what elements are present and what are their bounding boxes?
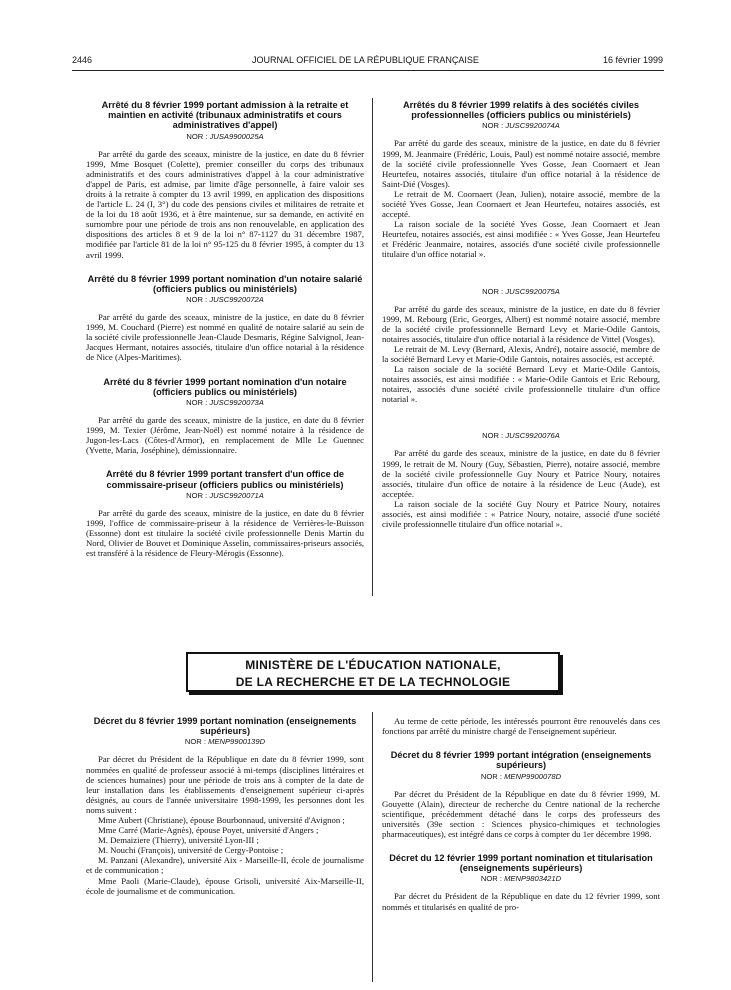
nor-reference: NOR : MENP9900078D — [480, 771, 562, 781]
left-column-top — [86, 100, 364, 558]
ministry-banner — [186, 652, 560, 692]
article-spacer — [86, 363, 364, 377]
right-column-bottom — [382, 716, 660, 912]
article-title: Arrêté du 8 février 1999 portant nomination d'un notaire salarié (officiers publics ou ministériels) — [87, 273, 363, 294]
article-title: Arrêtés du 8 février 1999 relatifs à des sociétés civiles professionnelles (officiers publics ou ministériels) — [403, 100, 639, 121]
article — [86, 716, 364, 896]
nor-reference: NOR : MENP9900139D — [184, 737, 266, 747]
article-paragraph: Par décret du Président de la République en date du 8 février 1999, M. Gouyette (Alain), directeur de recherche du Centre national de la recherche scientifique, précédemment détaché dans le corps des professeurs des universités (39e section : Sciences physico-chimiques et technologies pharmaceutiques), est intégré dans ce corps à compter du 1er décembre 1998. — [382, 788, 660, 839]
article-spacer — [382, 404, 660, 430]
nor-code: JUSC9920073A — [209, 397, 264, 407]
article-paragraph: Au terme de cette période, les intéressés pourront être renouvelés dans ces fonctions par arrêté du ministre chargé de l'enseignement supérieur. — [382, 716, 660, 737]
ministry-line-1: MINISTÈRE DE L'ÉDUCATION NATIONALE, — [245, 658, 501, 672]
article-paragraph: Mme Aubert (Christiane), épouse Bourbonnaud, université d'Avignon ; — [98, 814, 345, 825]
article-paragraph: Par arrêté du garde des sceaux, ministre de la justice, en date du 8 février 1999, M. Couchard (Pierre) est nommé en qualité de notaire salarié au sein de la société civile professionnelle Jean-Claude Desmaris, Régine Salvignol, Jean-Jacques Hermant, notaires associés, titulaire d'un office notarial à la résidence de Nice (Alpes-Maritimes). — [86, 312, 364, 363]
article-title: Arrêté du 8 février 1999 portant admission à la retraite et maintien en activité (tribunaux administratifs et cours administratives d'appel) — [101, 100, 349, 131]
article — [382, 287, 660, 405]
article-paragraph: Le retrait de M. Levy (Bernard, Alexis, André), notaire associé, membre de la société Bernard Levy et Marie-Odile Gantois, notaires associés, est accepté. — [382, 343, 660, 364]
nor-code: JUSA9900025A — [209, 131, 264, 141]
nor-reference: NOR : JUSC9920072A — [186, 295, 264, 305]
nor-code: JUSC9920075A — [505, 286, 560, 296]
article-paragraph: Par arrêté du garde des sceaux, ministre de la justice, en date du 8 février 1999, l'office de commissaire-priseur à la résidence de Verrières-le-Buisson (Essonne) dont est titulaire la société civile professionnelle Denis Martin du Nord, Olivier de Bouvet et Dominique Asselin, commissaires-priseurs associés, est transféré à la résidence de Fleury-Mérogis (Essonne). — [86, 507, 364, 559]
article-spacer — [86, 455, 364, 469]
article-paragraph: M. Panzani (Alexandre), université Aix - Marseille-II, école de journalisme et de communication ; — [86, 855, 364, 876]
article-spacer — [382, 260, 660, 286]
article-paragraph: Mme Paoli (Marie-Claude), épouse Grisoli, université Aix-Marseille-II, école de journalisme et de communication. — [86, 875, 364, 896]
article-paragraph: Par décret du Président de la République en date du 12 février 1999, sont nommés et titularisés en qualité de pro- — [382, 891, 660, 912]
nor-reference: NOR : JUSC9920074A — [482, 121, 560, 131]
left-column-bottom — [86, 716, 364, 896]
column-divider-bottom — [372, 712, 373, 982]
article-paragraph: Par arrêté du garde des sceaux, ministre de la justice, en date du 8 février 1999, M. Jeanmaire (Frédéric, Louis, Paul) est nommé notaire associé, membre de la société civile professionnelle Yves Gosse, Jean Coornaert et Jean Heurtefeu, notaires associés, titulaire d'un office notarial à la résidence de Saint-Dié (Vosges). — [382, 138, 660, 189]
nor-reference: NOR : JUSA9900025A — [186, 131, 264, 141]
article-paragraph: M. Nouchi (François), université de Cergy-Pontoise ; — [98, 845, 284, 856]
article-paragraph: Par décret du Président de la République en date du 8 février 1999, sont nommées en qualité de professeur associé à mi-temps (disciplines littéraires et de sciences humaines) pour une période de trois ans à compter de la date de leur installation dans les établissements d'enseignement supérieur ci-après désignés, au cours de l'année universitaire 1998-1999, les personnes dont les noms suivent : — [86, 754, 364, 815]
article — [86, 469, 364, 558]
nor-code: JUSC9920076A — [505, 431, 560, 441]
nor-reference: NOR : JUSC9920075A — [482, 286, 560, 296]
nor-code: JUSC9920074A — [505, 121, 560, 131]
nor-reference: NOR : JUSC9920076A — [482, 431, 560, 441]
nor-reference: NOR : MENP9803421D — [480, 874, 562, 884]
page-header — [0, 55, 731, 69]
article-title: Décret du 8 février 1999 portant intégration (enseignements supérieurs) — [390, 750, 652, 771]
right-column-top — [382, 100, 660, 529]
article-paragraph: La raison sociale de la société Yves Gosse, Jean Coornaert et Jean Heurtefeu, notaires associés, est ainsi modifiée : « Yves Gosse, Jean Heurtefeu et Frédéric Jeanmaire, notaires, associés d'une société civile professionnelle titulaire d'un office notarial ». — [382, 219, 660, 260]
article — [382, 100, 660, 260]
ministry-line-2: DE LA RECHERCHE ET DE LA TECHNOLOGIE — [235, 675, 511, 689]
article-title: Arrêté du 8 février 1999 portant nomination d'un notaire (officiers publics ou ministériels) — [103, 376, 347, 397]
journal-title: JOURNAL OFFICIEL DE LA RÉPUBLIQUE FRANÇAISE — [252, 55, 479, 65]
article-paragraph: Par arrêté du garde des sceaux, ministre de la justice, en date du 8 février 1999, le retrait de M. Noury (Guy, Sébastien, Pierre), notaire associé, membre de la société civile professionnelle Guy Noury et Patrice Noury, notaires associés, titulaire d'un office de notaire à la résidence de Leuc (Aude), est acceptée. — [382, 448, 660, 499]
article-paragraph: Le retrait de M. Coornaert (Jean, Julien), notaire associé, membre de la société Yves Gosse, Jean Coornaert et Jean Heurtefeu, notaires associés, est accepté. — [382, 188, 660, 220]
article-title: Décret du 12 février 1999 portant nomination et titularisation (enseignements supérieurs) — [389, 853, 653, 874]
article — [86, 274, 364, 363]
article-paragraph: Par arrêté du garde des sceaux, ministre de la justice, en date du 8 février 1999, Mme Bosquet (Colette), premier conseiller du corps des tribunaux administratifs et des cours administratives d'appel à la cour administrative d'appel de Paris, est admise, par limite d'âge personnelle, à faire valoir ses droits à la retraite à compter du 13 avril 1999, en application des dispositions de l'article L. 24 (I, 3°) du code des pensions civiles et militaires de retraite et de la loi du 18 août 1936, et à être maintenue, sur sa demande, en activité en surnombre pour une période de trois ans non renouvelable, en application des dispositions des articles 8 et 9 de la loi n° 87-1127 du 31 décembre 1987, modifiée par l'article 81 de la loi n° 95-125 du 8 février 1995, à compter du 13 avril 1999. — [86, 148, 364, 260]
nor-code: JUSC9920071A — [209, 490, 264, 500]
page-number: 2446 — [72, 55, 93, 65]
article — [86, 100, 364, 260]
article-paragraph: La raison sociale de la société Bernard Levy et Marie-Odile Gantois, notaires associés, est ainsi modifiée : « Marie-Odile Gantois et Eric Rebourg, notaires, associés d'une société civile professionnelle titulaire d'un office notarial ». — [382, 364, 660, 405]
article-paragraph: Par arrêté du garde des sceaux, ministre de la justice, en date du 8 février 1999, M. Rebourg (Eric, Georges, Albert) est nommé notaire associé, membre de la société civile professionnelle Bernard Levy et Marie-Odile Gantois, notaires associés, titulaire d'un office notarial à la résidence de Vittel (Vosges). — [382, 303, 660, 344]
nor-reference: NOR : JUSC9920071A — [186, 490, 264, 500]
article-paragraph: Par arrêté du garde des sceaux, ministre de la justice, en date du 8 février 1999, M. Texier (Jérôme, Jean-Noël) est nommé notaire à la résidence de Jugon-les-Lacs (Côtes-d'Armor), en remplacement de Mlle Le Guennec (Yvette, Maria, Joséphine), démissionnaire. — [86, 414, 364, 456]
article — [382, 853, 660, 912]
article — [86, 377, 364, 456]
column-divider-top — [372, 98, 373, 596]
article-spacer — [86, 260, 364, 274]
issue-date: 16 février 1999 — [602, 55, 663, 65]
nor-reference: NOR : JUSC9920073A — [186, 397, 264, 407]
article-paragraph: M. Demaiziere (Thierry), université Lyon-III ; — [98, 835, 259, 846]
article — [382, 431, 660, 529]
nor-code: MENP9900078D — [504, 771, 562, 781]
article — [382, 750, 660, 839]
nor-code: MENP9900139D — [208, 737, 266, 747]
article-paragraph: Mme Carré (Marie-Agnès), épouse Poyet, université d'Angers ; — [98, 825, 319, 836]
article-spacer — [382, 839, 660, 853]
nor-code: JUSC9920072A — [209, 295, 264, 305]
article-title: Décret du 8 février 1999 portant nomination (enseignements supérieurs) — [93, 716, 357, 737]
header-rule — [72, 70, 664, 71]
nor-code: MENP9803421D — [504, 874, 562, 884]
article-paragraph: La raison sociale de la société Guy Noury et Patrice Noury, notaires associés, est ainsi modifiée : « Patrice Noury, notaire, associé d'une société civile professionnelle titulaire d'un office notarial ». — [382, 498, 660, 530]
article — [382, 716, 660, 736]
article-spacer — [382, 736, 660, 750]
article-title: Arrêté du 8 février 1999 portant transfert d'un office de commissaire-priseur (officiers publics ou ministériels) — [105, 469, 345, 490]
